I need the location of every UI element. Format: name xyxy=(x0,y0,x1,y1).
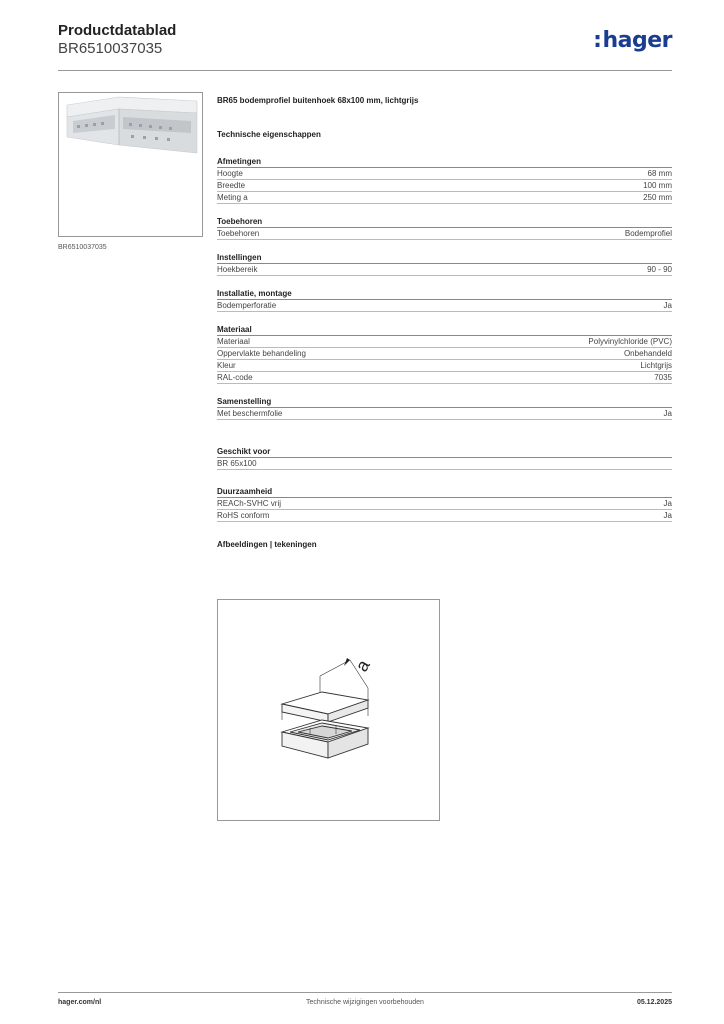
spec-row xyxy=(217,228,672,240)
spec-value: Ja xyxy=(663,301,672,310)
section-duurzaamheid xyxy=(217,486,672,522)
spec-label: RAL-code xyxy=(217,373,253,382)
spec-value: 68 mm xyxy=(647,169,672,178)
dimension-label: a xyxy=(351,656,374,675)
spec-label: Toebehoren xyxy=(217,229,260,238)
spec-row xyxy=(217,498,672,510)
section-title: Afmetingen xyxy=(217,156,672,168)
product-photo-graphic xyxy=(59,93,203,237)
spec-row xyxy=(217,510,672,522)
section-instellingen xyxy=(217,252,672,276)
spec-label: Oppervlakte behandeling xyxy=(217,349,306,358)
footer-divider xyxy=(58,992,672,993)
spec-value: 90 - 90 xyxy=(647,265,672,274)
tech-properties-title: Technische eigenschappen xyxy=(217,130,321,139)
spec-value: Lichtgrijs xyxy=(640,361,672,370)
section-title: Materiaal xyxy=(217,324,672,336)
product-name: BR65 bodemprofiel buitenhoek 68x100 mm, lichtgrijs xyxy=(217,96,419,105)
spec-label: Breedte xyxy=(217,181,246,190)
spec-row xyxy=(217,408,672,420)
section-geschikt-voor xyxy=(217,446,672,470)
spec-label: REACh-SVHC vrij xyxy=(217,499,282,508)
spec-row xyxy=(217,180,672,192)
spec-value: Onbehandeld xyxy=(623,349,672,358)
spec-label: Hoekbereik xyxy=(217,265,258,274)
document-title: Productdatablad xyxy=(58,22,177,39)
section-title: Samenstelling xyxy=(217,396,672,408)
spec-row xyxy=(217,372,672,384)
spec-row xyxy=(217,458,672,470)
spec-label: Hoogte xyxy=(217,169,243,178)
spec-row xyxy=(217,264,672,276)
spec-label: Materiaal xyxy=(217,337,250,346)
section-installatie xyxy=(217,288,672,312)
section-title: Instellingen xyxy=(217,252,672,264)
logo-dots: : xyxy=(593,28,602,53)
product-image xyxy=(58,92,203,237)
section-title: Duurzaamheid xyxy=(217,486,672,498)
section-afmetingen xyxy=(217,156,672,204)
technical-drawing xyxy=(217,599,440,821)
section-samenstelling xyxy=(217,396,672,420)
section-title: Installatie, montage xyxy=(217,288,672,300)
section-title: Geschikt voor xyxy=(217,446,672,458)
spec-label: Kleur xyxy=(217,361,236,370)
spec-row xyxy=(217,360,672,372)
spec-row xyxy=(217,192,672,204)
spec-value: Ja xyxy=(663,499,672,508)
spec-label: Meting a xyxy=(217,193,248,202)
article-number: BR6510037035 xyxy=(58,40,163,57)
spec-value: Ja xyxy=(663,511,672,520)
spec-label: RoHS conform xyxy=(217,511,270,520)
hager-logo xyxy=(593,28,672,53)
spec-row xyxy=(217,348,672,360)
spec-value: Polyvinylchloride (PVC) xyxy=(588,337,672,346)
spec-value: 7035 xyxy=(654,373,672,382)
spec-content xyxy=(217,96,672,554)
page-footer xyxy=(58,999,672,1011)
spec-row xyxy=(217,336,672,348)
page-header xyxy=(58,22,672,68)
spec-row xyxy=(217,300,672,312)
section-materiaal xyxy=(217,324,672,384)
spec-value: Ja xyxy=(663,409,672,418)
spec-value: 100 mm xyxy=(643,181,672,190)
spec-row xyxy=(217,168,672,180)
spec-label: Bodemperforatie xyxy=(217,301,277,310)
spec-value: Bodemprofiel xyxy=(624,229,672,238)
footer-website: hager.com/nl xyxy=(58,999,102,1006)
outer-corner-drawing xyxy=(218,600,441,822)
spec-value: 250 mm xyxy=(643,193,672,202)
footer-disclaimer: Technische wijzigingen voorbehouden xyxy=(306,999,424,1006)
section-toebehoren xyxy=(217,216,672,240)
section-title: Toebehoren xyxy=(217,216,672,228)
logo-text: hager xyxy=(602,28,672,53)
image-caption: BR6510037035 xyxy=(58,244,107,251)
header-divider xyxy=(58,70,672,71)
drawings-title: Afbeeldingen | tekeningen xyxy=(217,540,317,549)
spec-label: BR 65x100 xyxy=(217,459,257,468)
footer-date: 05.12.2025 xyxy=(636,999,672,1006)
spec-label: Met beschermfolie xyxy=(217,409,283,418)
